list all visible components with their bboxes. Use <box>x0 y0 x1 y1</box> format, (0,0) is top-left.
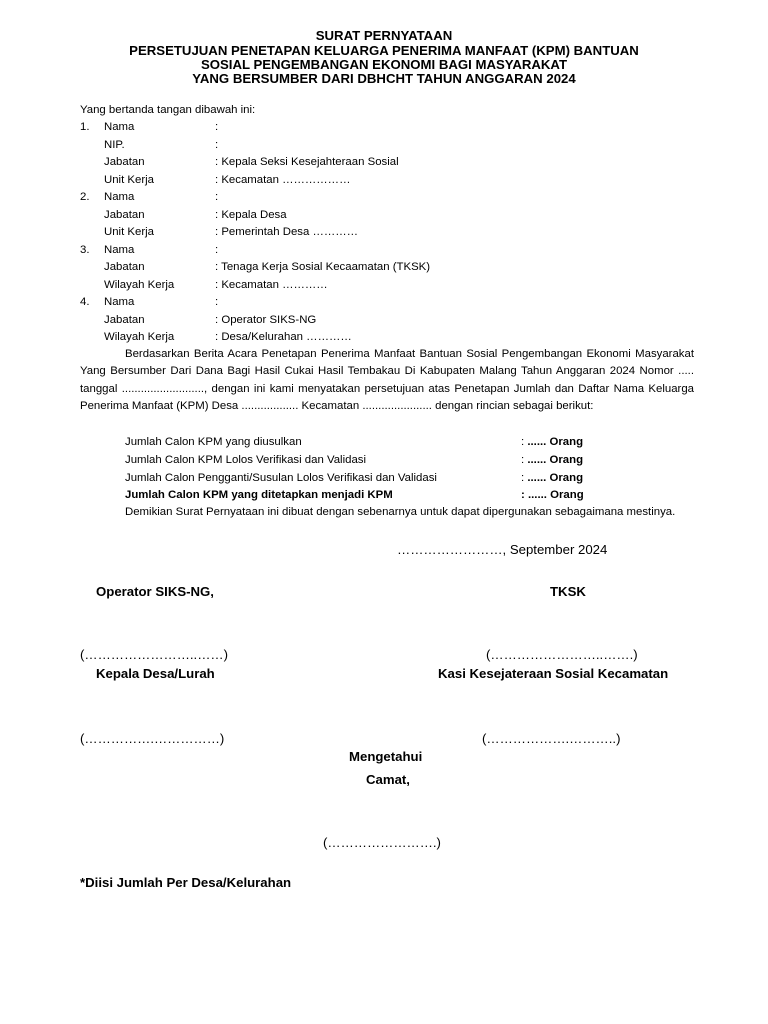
detail-value <box>521 435 583 449</box>
detail-label: Jumlah Calon Pengganti/Susulan Lolos Verifikasi dan Validasi <box>125 472 437 484</box>
detail-label: Jumlah Calon KPM Lolos Verifikasi dan Validasi <box>125 454 367 466</box>
acknowledged-label: Mengetahui <box>349 749 423 764</box>
signature-role-kasi: Kasi Kesejateraan Sosial Kecamatan <box>438 666 669 681</box>
signature-role-operator: Operator SIKS-NG, <box>96 584 214 599</box>
signatory-number: 2. <box>80 191 90 203</box>
field-value: : Operator SIKS-NG <box>215 314 317 326</box>
intro-text: Yang bertanda tangan dibawah ini: <box>80 104 256 116</box>
field-value: : <box>215 296 219 308</box>
footnote: *Diisi Jumlah Per Desa/Kelurahan <box>80 875 292 890</box>
field-label: Jabatan <box>104 314 145 326</box>
signature-placeholder-kasi: (……………….………..) <box>482 731 621 746</box>
detail-colon: : <box>521 489 528 501</box>
detail-amount: ...... Orang <box>527 472 584 484</box>
field-value: : <box>215 139 219 151</box>
signature-placeholder-operator: (……………………..……) <box>80 647 228 662</box>
field-label: Wilayah Kerja <box>104 279 175 291</box>
date-line: ……………………, September 2024 <box>397 542 608 557</box>
field-value: : Kepala Seksi Kesejahteraan Sosial <box>215 156 399 168</box>
detail-value-total <box>521 488 584 502</box>
signature-role-camat: Camat, <box>366 772 410 787</box>
detail-label: Jumlah Calon KPM yang diusulkan <box>125 436 302 448</box>
field-label: Jabatan <box>104 261 145 273</box>
signatory-number: 1. <box>80 121 90 133</box>
field-label: Jabatan <box>104 209 145 221</box>
field-label: Wilayah Kerja <box>104 331 175 343</box>
field-label: Unit Kerja <box>104 226 155 238</box>
field-value: : <box>215 244 219 256</box>
body-paragraph: Berdasarkan Berita Acara Penetapan Penerima Manfaat Bantuan Sosial Pengembangan Ekonomi Masyarakat Yang Bersumber Dari Dana Bagi Hasil Cukai Hasil Tembakau Di Kabupaten Malang Tahun Anggaran 2024 Nomor ..... tanggal .........................., dengan ini kami menyatakan persetujuan atas Penetapan Jumlah dan Daftar Nama Keluarga Penerima Manfaat (KPM) Desa .................. Kecamatan ...................... dengan rincian sebagai berikut: <box>80 348 694 413</box>
doc-title-line-2: PERSETUJUAN PENETAPAN KELUARGA PENERIMA MANFAAT (KPM) BANTUAN <box>129 43 639 58</box>
field-label: Nama <box>104 121 135 133</box>
signature-role-tksk: TKSK <box>550 584 586 599</box>
signature-placeholder-camat: (…………………….) <box>323 835 441 850</box>
detail-amount: ...... Orang <box>527 454 584 466</box>
detail-amount: ...... Orang <box>527 436 584 448</box>
field-value: : Kecamatan ……………… <box>215 174 351 186</box>
detail-colon: : <box>521 454 528 466</box>
field-label: Nama <box>104 296 135 308</box>
field-label: Nama <box>104 191 135 203</box>
field-value: : <box>215 121 219 133</box>
signature-placeholder-kepala-desa: (…………….……………) <box>80 731 225 746</box>
signature-role-kepala-desa: Kepala Desa/Lurah <box>96 666 215 681</box>
detail-colon: : <box>521 436 528 448</box>
detail-amount: ...... Orang <box>527 489 584 501</box>
detail-colon: : <box>521 472 528 484</box>
closing-paragraph: Demikian Surat Pernyataan ini dibuat dengan sebenarnya untuk dapat dipergunakan sebagaimana mestinya. <box>125 506 676 518</box>
field-value: : Pemerintah Desa ………… <box>215 226 359 238</box>
field-value: : Kepala Desa <box>215 209 287 221</box>
field-label: NIP. <box>104 139 125 151</box>
signature-placeholder-tksk: (……………………..…….) <box>486 647 638 662</box>
detail-value <box>521 453 583 467</box>
field-value: : Tenaga Kerja Sosial Kecaamatan (TKSK) <box>215 261 431 273</box>
detail-label-total: Jumlah Calon KPM yang ditetapkan menjadi KPM <box>125 489 393 501</box>
field-value: : Desa/Kelurahan ………… <box>215 331 352 343</box>
field-value: : <box>215 191 219 203</box>
field-value: : Kecamatan ………… <box>215 279 328 291</box>
doc-title-line-1: SURAT PERNYATAAN <box>315 28 453 43</box>
signatory-number: 3. <box>80 244 90 256</box>
doc-title-line-3: SOSIAL PENGEMBANGAN EKONOMI BAGI MASYARAKAT <box>200 57 568 72</box>
field-label: Jabatan <box>104 156 145 168</box>
signatory-number: 4. <box>80 296 90 308</box>
doc-title-line-4: YANG BERSUMBER DARI DBHCHT TAHUN ANGGARAN 2024 <box>192 71 576 86</box>
field-label: Nama <box>104 244 135 256</box>
field-label: Unit Kerja <box>104 174 155 186</box>
detail-value <box>521 471 583 485</box>
